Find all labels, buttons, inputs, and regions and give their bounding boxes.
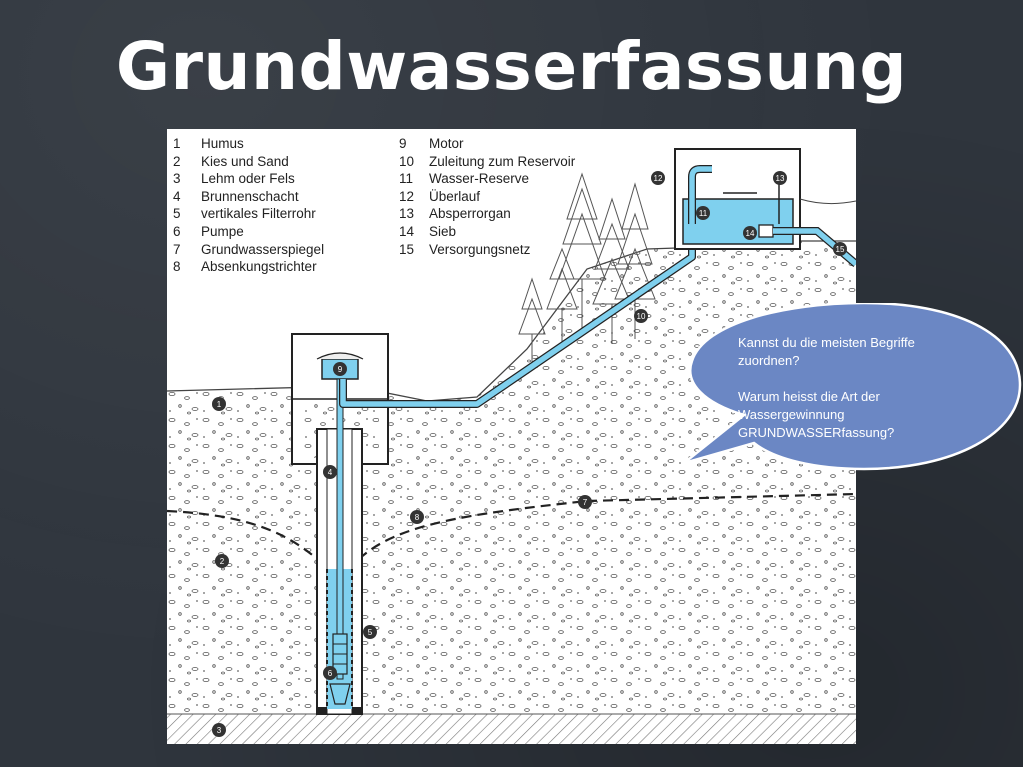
legend-item: 12 Überlauf — [399, 188, 481, 204]
svg-text:12: 12 — [653, 174, 663, 183]
marker-6 — [323, 666, 337, 680]
marker-12 — [651, 171, 665, 185]
legend-item: 4 Brunnenschacht — [173, 188, 299, 204]
legend-item: 9 Motor — [399, 136, 464, 151]
marker-11 — [696, 206, 710, 220]
svg-text:15: 15 — [835, 245, 845, 254]
svg-text:11: 11 — [698, 209, 708, 218]
svg-text:2: 2 — [219, 557, 225, 566]
marker-14 — [743, 226, 757, 240]
legend-item: 10 Zuleitung zum Reservoir — [399, 153, 576, 169]
legend-item: 13 Absperrorgan — [399, 206, 511, 222]
marker-4 — [323, 465, 337, 479]
svg-text:7: 7 — [582, 498, 588, 507]
legend-item: 15 Versorgungsnetz — [399, 241, 531, 257]
marker-8 — [410, 510, 424, 524]
marker-10 — [634, 309, 648, 323]
legend-item: 14 Sieb — [399, 223, 457, 239]
bedrock-layer — [167, 714, 856, 744]
marker-7 — [578, 495, 592, 509]
svg-text:6: 6 — [327, 669, 333, 678]
svg-text:10: 10 — [636, 312, 646, 321]
svg-text:9: 9 — [337, 365, 343, 374]
legend-item: 11 Wasser-Reserve — [399, 171, 530, 187]
legend-item: 3 Lehm oder Fels — [173, 171, 295, 187]
marker-2 — [215, 554, 229, 568]
callout-question-2: Warum heisst die Art der Wassergewinnung GRUNDWASSERfassung? — [738, 389, 895, 440]
slide-title: Grundwasserfassung — [115, 28, 908, 105]
svg-text:3: 3 — [216, 726, 222, 735]
valve — [759, 225, 773, 237]
legend-item: 8 Absenkungstrichter — [173, 259, 317, 275]
marker-3 — [212, 723, 226, 737]
svg-text:14: 14 — [745, 229, 755, 238]
legend-item: 1 Humus — [173, 136, 244, 151]
svg-text:5: 5 — [367, 628, 373, 637]
callout-question-1: Kannst du die meisten Begriffe zuordnen? — [738, 335, 915, 368]
svg-text:8: 8 — [414, 513, 420, 522]
legend-item: 2 Kies und Sand — [173, 153, 289, 169]
marker-13 — [773, 171, 787, 185]
marker-1 — [212, 397, 226, 411]
marker-5 — [363, 625, 377, 639]
legend-item: 5 vertikales Filterrohr — [173, 206, 316, 222]
svg-text:4: 4 — [327, 468, 333, 477]
legend-left — [173, 135, 324, 276]
callout-text — [738, 334, 968, 460]
legend-item: 6 Pumpe — [173, 223, 244, 239]
marker-15 — [833, 242, 847, 256]
marker-9 — [333, 362, 347, 376]
legend-right — [399, 135, 575, 258]
svg-text:1: 1 — [216, 400, 222, 409]
legend-item: 7 Grundwasserspiegel — [173, 241, 325, 257]
svg-text:13: 13 — [775, 174, 785, 183]
